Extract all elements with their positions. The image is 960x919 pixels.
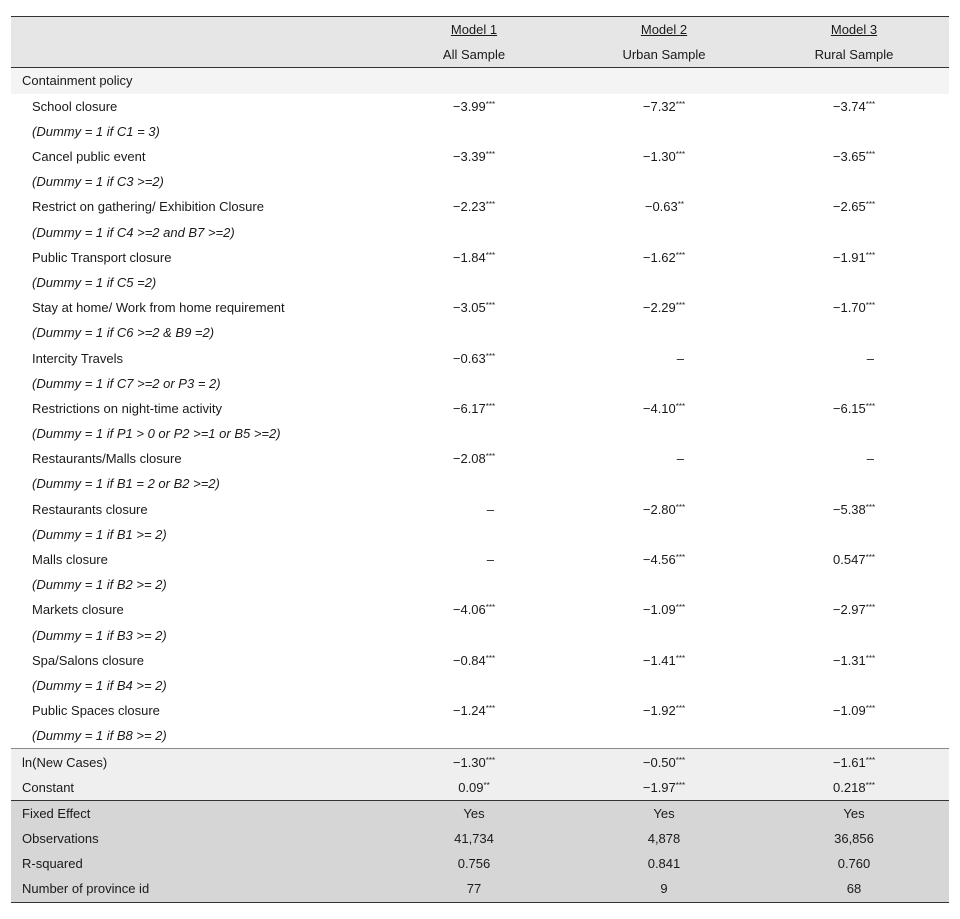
value-cell (379, 698, 569, 723)
model-1-sample: All Sample (379, 42, 569, 68)
control-label: Constant (11, 775, 379, 801)
value-text: −1.91 (832, 249, 866, 265)
value-text: −2.80 (642, 501, 676, 517)
statistic-value: Yes (759, 800, 949, 826)
policy-label: Malls closure (32, 552, 108, 568)
significance-stars: *** (675, 401, 686, 411)
value-cell (759, 446, 949, 471)
policy-label: Restaurants/Malls closure (32, 451, 182, 467)
value-text: −6.15 (832, 400, 866, 416)
policy-label: Spa/Salons closure (32, 652, 145, 668)
value-text: −1.30 (642, 149, 676, 165)
header-corner-cell (11, 17, 379, 43)
value-cell (569, 396, 759, 421)
value-wrap (834, 446, 874, 471)
header-model-3 (759, 17, 949, 43)
policy-row (11, 144, 949, 169)
value-cell (569, 295, 759, 320)
regression-table-container (11, 16, 949, 903)
policy-definition-row (11, 471, 949, 496)
policy-definition-row (11, 270, 949, 295)
value-cell (379, 194, 569, 219)
value-wrap (454, 497, 494, 522)
value-cell (569, 698, 759, 723)
header-model-1 (379, 17, 569, 43)
value-cell (379, 597, 569, 622)
significance-stars: *** (865, 502, 876, 512)
policy-definition: (Dummy = 1 if B1 >= 2) (32, 526, 167, 542)
value-wrap (453, 446, 495, 471)
policy-row (11, 698, 949, 723)
value-text: −1.62 (642, 249, 676, 265)
statistic-label: Observations (11, 826, 379, 851)
control-row (11, 749, 949, 775)
significance-stars: *** (675, 653, 686, 663)
policy-row (11, 648, 949, 673)
value-text: −1.09 (642, 602, 676, 618)
model-3-name: Model 3 (830, 22, 878, 38)
policy-definition-row (11, 421, 949, 446)
header-corner-cell-2 (11, 42, 379, 68)
policy-label: Markets closure (32, 602, 124, 618)
value-cell (759, 295, 949, 320)
value-cell (569, 775, 759, 801)
policy-definition-row (11, 572, 949, 597)
value-wrap (454, 547, 494, 572)
value-wrap (833, 597, 875, 622)
significance-stars: *** (865, 99, 876, 109)
value-wrap (453, 295, 495, 320)
value-text: −4.10 (642, 400, 676, 416)
value-cell (569, 497, 759, 522)
policy-definition-row (11, 119, 949, 144)
policy-definition: (Dummy = 1 if P1 > 0 or P2 >=1 or B5 >=2) (32, 426, 281, 442)
policy-label: Restaurants closure (32, 501, 148, 517)
value-cell (569, 648, 759, 673)
policy-row (11, 497, 949, 522)
significance-stars: ** (677, 200, 684, 210)
value-text: −3.39 (452, 149, 486, 165)
statistic-value: Yes (379, 800, 569, 826)
table-body (11, 17, 949, 903)
statistic-row (11, 826, 949, 851)
model-1-name: Model 1 (450, 22, 498, 38)
value-text: −6.17 (452, 400, 486, 416)
value-wrap (453, 194, 495, 219)
value-cell (759, 345, 949, 370)
value-text: – (676, 451, 684, 467)
value-text: −0.63 (452, 350, 486, 366)
significance-stars: *** (485, 150, 496, 160)
value-text: 0.547 (833, 552, 866, 568)
value-wrap (644, 446, 684, 471)
policy-label: Stay at home/ Work from home requirement (32, 300, 285, 316)
significance-stars: *** (675, 250, 686, 260)
value-cell (759, 94, 949, 119)
policy-label: Restrict on gathering/ Exhibition Closure (32, 199, 264, 215)
model-3-sample: Rural Sample (759, 42, 949, 68)
section-row (11, 68, 949, 94)
value-wrap (833, 396, 875, 421)
value-text: – (676, 350, 684, 366)
significance-stars: *** (485, 401, 496, 411)
value-text: – (486, 501, 494, 517)
value-text: −1.09 (832, 703, 866, 719)
value-cell (379, 94, 569, 119)
value-cell (379, 295, 569, 320)
policy-definition-row (11, 220, 949, 245)
value-wrap (833, 295, 875, 320)
significance-stars: *** (675, 150, 686, 160)
value-cell (759, 749, 949, 775)
value-text: −1.61 (832, 754, 866, 770)
value-wrap (643, 648, 685, 673)
value-cell (569, 547, 759, 572)
significance-stars: *** (675, 553, 686, 563)
value-wrap (453, 597, 495, 622)
control-row (11, 775, 949, 801)
policy-definition: (Dummy = 1 if C7 >=2 or P3 = 2) (32, 375, 221, 391)
significance-stars: *** (485, 755, 496, 765)
value-text: −3.65 (832, 149, 866, 165)
value-text: −4.06 (452, 602, 486, 618)
value-cell (379, 775, 569, 801)
value-wrap (833, 497, 875, 522)
value-wrap (453, 144, 495, 169)
value-wrap (643, 144, 685, 169)
value-text: −2.97 (832, 602, 866, 618)
value-cell (569, 94, 759, 119)
statistic-value: 4,878 (569, 826, 759, 851)
value-text: −1.84 (452, 249, 486, 265)
value-cell (379, 144, 569, 169)
value-text: −0.50 (642, 754, 676, 770)
value-text: −1.31 (832, 652, 866, 668)
value-cell (759, 547, 949, 572)
policy-label: Cancel public event (32, 149, 146, 165)
value-wrap (644, 346, 684, 371)
value-text: – (866, 350, 874, 366)
significance-stars: *** (865, 780, 875, 790)
control-label: ln(New Cases) (11, 749, 379, 775)
header-row-models (11, 17, 949, 43)
value-cell (759, 775, 949, 801)
statistic-value: 9 (569, 876, 759, 902)
policy-definition-row (11, 522, 949, 547)
value-cell (569, 245, 759, 270)
value-wrap (453, 346, 495, 371)
policy-definition-row (11, 723, 949, 749)
significance-stars: *** (865, 553, 875, 563)
value-cell (759, 597, 949, 622)
value-wrap (453, 245, 495, 270)
significance-stars: *** (675, 301, 686, 311)
value-wrap (453, 648, 495, 673)
significance-stars: *** (865, 704, 876, 714)
significance-stars: *** (675, 99, 686, 109)
significance-stars: *** (485, 452, 496, 462)
value-cell (569, 749, 759, 775)
value-wrap (833, 547, 875, 572)
significance-stars: *** (865, 200, 876, 210)
value-text: −1.24 (452, 703, 486, 719)
value-text: −4.56 (642, 552, 676, 568)
value-text: 0.218 (833, 779, 866, 795)
policy-row (11, 547, 949, 572)
value-cell (759, 396, 949, 421)
value-cell (379, 497, 569, 522)
value-cell (379, 396, 569, 421)
significance-stars: *** (675, 704, 686, 714)
model-2-sample: Urban Sample (569, 42, 759, 68)
value-text: −7.32 (642, 98, 676, 114)
significance-stars: *** (865, 150, 876, 160)
value-text: −0.84 (452, 652, 486, 668)
policy-definition: (Dummy = 1 if B1 = 2 or B2 >=2) (32, 476, 220, 492)
value-text: −3.99 (452, 98, 486, 114)
policy-definition-row (11, 623, 949, 648)
significance-stars: *** (485, 704, 496, 714)
policy-label: Intercity Travels (32, 350, 124, 366)
policy-definition: (Dummy = 1 if C5 =2) (32, 274, 157, 290)
regression-table (11, 16, 949, 903)
policy-definition: (Dummy = 1 if C4 >=2 and B7 >=2) (32, 224, 235, 240)
significance-stars: *** (865, 755, 876, 765)
value-cell (759, 194, 949, 219)
value-cell (379, 547, 569, 572)
header-model-2 (569, 17, 759, 43)
value-cell (759, 144, 949, 169)
policy-row (11, 94, 949, 119)
statistic-label: Number of province id (11, 876, 379, 902)
policy-row (11, 446, 949, 471)
value-wrap (643, 295, 685, 320)
value-wrap (453, 396, 495, 421)
policy-row (11, 396, 949, 421)
value-cell (379, 749, 569, 775)
policy-label: Public Transport closure (32, 249, 172, 265)
value-text: 0.09 (458, 779, 484, 795)
value-cell (379, 446, 569, 471)
statistic-value: 68 (759, 876, 949, 902)
statistic-value: 36,856 (759, 826, 949, 851)
value-wrap (643, 245, 685, 270)
model-2-name: Model 2 (640, 22, 688, 38)
value-wrap (643, 547, 685, 572)
value-cell (569, 144, 759, 169)
policy-definition-row (11, 673, 949, 698)
value-text: – (866, 451, 874, 467)
statistic-value: 41,734 (379, 826, 569, 851)
value-wrap (834, 346, 874, 371)
value-wrap (453, 698, 495, 723)
policy-label: Restrictions on night-time activity (32, 400, 223, 416)
value-wrap (833, 648, 875, 673)
value-text: −2.23 (452, 199, 486, 215)
statistic-row (11, 851, 949, 876)
value-wrap (833, 144, 875, 169)
policy-row (11, 245, 949, 270)
value-cell (379, 648, 569, 673)
value-wrap (833, 245, 875, 270)
statistic-value: 0.756 (379, 851, 569, 876)
significance-stars: *** (485, 99, 496, 109)
statistic-value: 0.760 (759, 851, 949, 876)
significance-stars: *** (675, 780, 686, 790)
policy-row (11, 345, 949, 370)
statistic-value: 0.841 (569, 851, 759, 876)
policy-definition-row (11, 320, 949, 345)
value-text: −2.29 (642, 300, 676, 316)
significance-stars: *** (865, 603, 876, 613)
policy-definition: (Dummy = 1 if B3 >= 2) (32, 627, 167, 643)
value-cell (569, 194, 759, 219)
value-text: – (486, 552, 494, 568)
significance-stars: *** (485, 351, 496, 361)
section-title: Containment policy (11, 68, 949, 94)
value-wrap (643, 396, 685, 421)
value-wrap (833, 194, 875, 219)
significance-stars: *** (865, 653, 876, 663)
value-cell (759, 648, 949, 673)
value-cell (379, 245, 569, 270)
policy-definition: (Dummy = 1 if C6 >=2 & B9 =2) (32, 325, 215, 341)
significance-stars: *** (675, 755, 686, 765)
value-text: −1.30 (452, 754, 486, 770)
value-cell (569, 597, 759, 622)
value-wrap (643, 698, 685, 723)
value-cell (379, 345, 569, 370)
value-text: −3.05 (452, 300, 486, 316)
significance-stars: *** (485, 653, 496, 663)
significance-stars: *** (675, 502, 686, 512)
significance-stars: *** (485, 603, 496, 613)
significance-stars: *** (865, 301, 876, 311)
policy-label: Public Spaces closure (32, 703, 160, 719)
policy-definition-row (11, 169, 949, 194)
value-wrap (644, 194, 684, 219)
header-row-samples (11, 42, 949, 68)
value-wrap (833, 698, 875, 723)
policy-row (11, 194, 949, 219)
statistic-row (11, 876, 949, 902)
value-cell (569, 446, 759, 471)
value-cell (759, 245, 949, 270)
significance-stars: *** (485, 301, 496, 311)
statistic-row (11, 800, 949, 826)
policy-definition: (Dummy = 1 if B2 >= 2) (32, 577, 167, 593)
statistic-value: Yes (569, 800, 759, 826)
statistic-label: Fixed Effect (11, 800, 379, 826)
policy-definition-row (11, 371, 949, 396)
value-text: −1.41 (642, 652, 676, 668)
value-text: −1.97 (642, 779, 676, 795)
significance-stars: *** (865, 401, 876, 411)
policy-label: School closure (32, 98, 118, 114)
policy-definition: (Dummy = 1 if C3 >=2) (32, 174, 164, 190)
policy-definition: (Dummy = 1 if B8 >= 2) (32, 728, 167, 744)
value-cell (759, 698, 949, 723)
policy-row (11, 295, 949, 320)
significance-stars: *** (485, 250, 496, 260)
significance-stars: ** (483, 780, 490, 790)
value-text: −3.74 (832, 98, 866, 114)
significance-stars: *** (485, 200, 496, 210)
value-text: −2.08 (452, 451, 486, 467)
policy-definition: (Dummy = 1 if B4 >= 2) (32, 677, 167, 693)
significance-stars: *** (865, 250, 876, 260)
significance-stars: *** (675, 603, 686, 613)
value-wrap (643, 497, 685, 522)
statistic-value: 77 (379, 876, 569, 902)
value-cell (569, 345, 759, 370)
value-wrap (643, 597, 685, 622)
value-text: −0.63 (644, 199, 678, 215)
statistic-label: R-squared (11, 851, 379, 876)
policy-definition: (Dummy = 1 if C1 = 3) (32, 123, 160, 139)
value-cell (759, 497, 949, 522)
value-text: −1.70 (832, 300, 866, 316)
value-text: −1.92 (642, 703, 676, 719)
value-text: −5.38 (832, 501, 866, 517)
policy-row (11, 597, 949, 622)
value-text: −2.65 (832, 199, 866, 215)
